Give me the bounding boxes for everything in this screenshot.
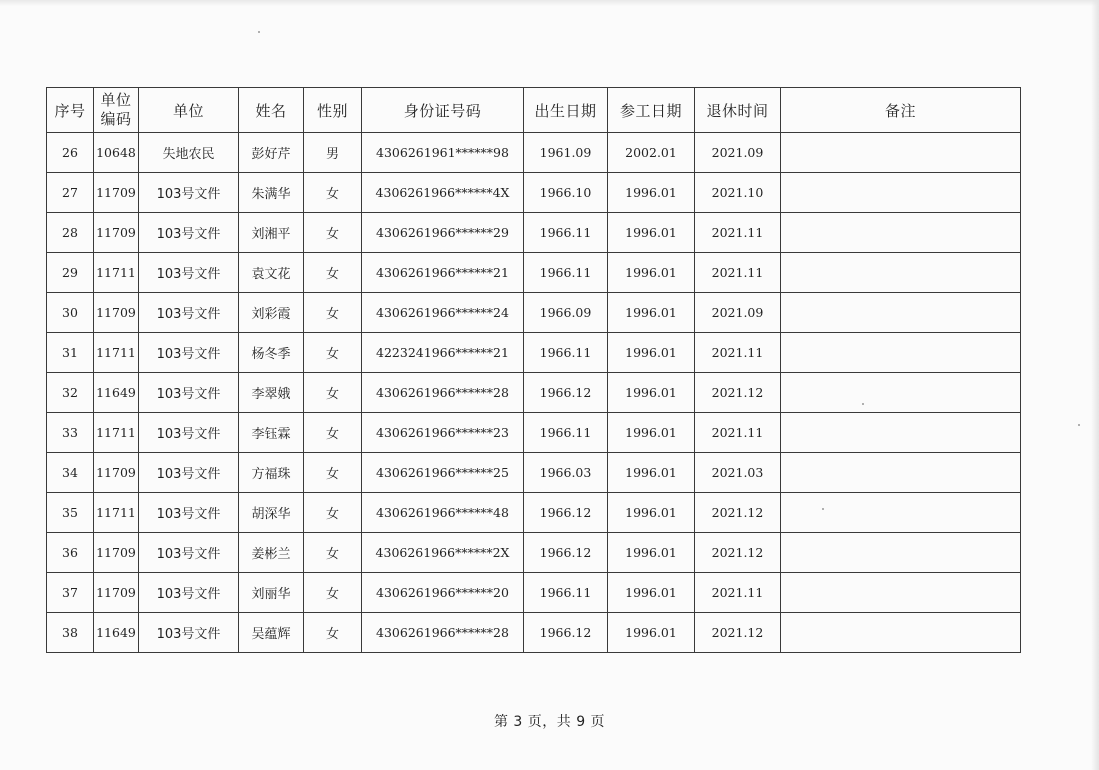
cell-seq: 36 [47,533,94,573]
header-retire-time: 退休时间 [695,88,781,133]
cell-id-number: 4306261966******21 [362,253,524,293]
cell-birth-date: 1966.09 [524,293,608,333]
scan-speck [862,403,864,405]
cell-gender: 男 [304,133,362,173]
cell-seq: 34 [47,453,94,493]
retiree-roster-table [46,87,1021,653]
cell-unit: 103号文件 [139,613,239,653]
cell-seq: 28 [47,213,94,253]
table-header-row [47,88,1021,133]
cell-birth-date: 1966.03 [524,453,608,493]
cell-unit-code: 11649 [94,613,139,653]
cell-gender: 女 [304,173,362,213]
cell-retire-time: 2021.10 [695,173,781,213]
cell-unit-code: 11711 [94,493,139,533]
scan-edge-right [1091,0,1099,770]
cell-seq: 31 [47,333,94,373]
cell-unit: 103号文件 [139,533,239,573]
cell-retire-time: 2021.12 [695,533,781,573]
cell-unit-code: 11709 [94,453,139,493]
scan-edge-top [0,0,1099,6]
cell-birth-date: 1966.11 [524,333,608,373]
cell-gender: 女 [304,373,362,413]
table-row [47,373,1021,413]
cell-work-start: 1996.01 [608,293,695,333]
cell-seq: 27 [47,173,94,213]
table-row [47,293,1021,333]
cell-retire-time: 2021.09 [695,293,781,333]
scan-speck [258,31,260,33]
cell-unit: 103号文件 [139,213,239,253]
cell-birth-date: 1961.09 [524,133,608,173]
scan-speck [822,508,824,510]
header-seq: 序号 [47,88,94,133]
cell-unit: 103号文件 [139,413,239,453]
cell-retire-time: 2021.11 [695,253,781,293]
cell-id-number: 4306261966******28 [362,373,524,413]
cell-seq: 33 [47,413,94,453]
table-row [47,213,1021,253]
header-unit-code-line2: 编码 [100,110,132,128]
cell-gender: 女 [304,573,362,613]
table-row [47,533,1021,573]
cell-id-number: 4306261966******28 [362,613,524,653]
cell-remarks [781,613,1021,653]
cell-id-number: 4306261966******2X [362,533,524,573]
table-row [47,173,1021,213]
cell-unit: 103号文件 [139,453,239,493]
cell-work-start: 1996.01 [608,413,695,453]
table-row [47,333,1021,373]
cell-remarks [781,373,1021,413]
cell-work-start: 1996.01 [608,333,695,373]
cell-retire-time: 2021.11 [695,213,781,253]
table-row [47,253,1021,293]
cell-remarks [781,293,1021,333]
page-number-footer: 第 3 页，共 9 页 [493,714,606,730]
header-birth-date: 出生日期 [524,88,608,133]
cell-id-number: 4306261966******48 [362,493,524,533]
cell-name: 刘丽华 [239,573,304,613]
cell-birth-date: 1966.11 [524,573,608,613]
cell-birth-date: 1966.12 [524,613,608,653]
header-unit: 单位 [139,88,239,133]
cell-unit: 103号文件 [139,333,239,373]
cell-name: 杨冬季 [239,333,304,373]
cell-unit: 103号文件 [139,253,239,293]
header-unit-code-line1: 单位 [100,91,132,109]
cell-remarks [781,493,1021,533]
cell-name: 刘湘平 [239,213,304,253]
cell-work-start: 1996.01 [608,493,695,533]
cell-remarks [781,173,1021,213]
cell-remarks [781,213,1021,253]
cell-remarks [781,573,1021,613]
cell-birth-date: 1966.11 [524,213,608,253]
cell-retire-time: 2021.12 [695,613,781,653]
cell-unit-code: 11709 [94,293,139,333]
cell-name: 朱满华 [239,173,304,213]
cell-gender: 女 [304,413,362,453]
cell-id-number: 4223241966******21 [362,333,524,373]
cell-seq: 37 [47,573,94,613]
cell-work-start: 1996.01 [608,173,695,213]
cell-gender: 女 [304,253,362,293]
cell-retire-time: 2021.03 [695,453,781,493]
cell-unit-code: 11649 [94,373,139,413]
table-row [47,613,1021,653]
cell-gender: 女 [304,493,362,533]
header-gender: 性别 [304,88,362,133]
cell-unit-code: 11709 [94,173,139,213]
cell-id-number: 4306261966******23 [362,413,524,453]
cell-gender: 女 [304,333,362,373]
cell-unit: 103号文件 [139,173,239,213]
cell-gender: 女 [304,213,362,253]
header-remarks: 备注 [781,88,1021,133]
header-unit-code [94,88,139,133]
scan-speck [1078,424,1080,426]
cell-work-start: 1996.01 [608,213,695,253]
cell-seq: 38 [47,613,94,653]
cell-unit-code: 11709 [94,213,139,253]
cell-unit: 103号文件 [139,293,239,333]
cell-birth-date: 1966.12 [524,533,608,573]
table-row [47,573,1021,613]
cell-gender: 女 [304,453,362,493]
cell-name: 袁文花 [239,253,304,293]
cell-birth-date: 1966.11 [524,413,608,453]
cell-work-start: 1996.01 [608,573,695,613]
cell-seq: 30 [47,293,94,333]
cell-remarks [781,533,1021,573]
cell-id-number: 4306261966******29 [362,213,524,253]
cell-seq: 26 [47,133,94,173]
cell-remarks [781,453,1021,493]
cell-work-start: 1996.01 [608,453,695,493]
cell-name: 姜彬兰 [239,533,304,573]
cell-unit-code: 11709 [94,533,139,573]
cell-name: 胡深华 [239,493,304,533]
cell-id-number: 4306261961******98 [362,133,524,173]
cell-retire-time: 2021.12 [695,493,781,533]
cell-unit: 103号文件 [139,373,239,413]
cell-seq: 29 [47,253,94,293]
cell-gender: 女 [304,293,362,333]
cell-retire-time: 2021.11 [695,413,781,453]
cell-name: 刘彩霞 [239,293,304,333]
cell-retire-time: 2021.11 [695,333,781,373]
cell-birth-date: 1966.10 [524,173,608,213]
cell-remarks [781,333,1021,373]
cell-name: 李钰霖 [239,413,304,453]
table-row [47,413,1021,453]
cell-id-number: 4306261966******25 [362,453,524,493]
cell-id-number: 4306261966******24 [362,293,524,333]
header-name: 姓名 [239,88,304,133]
cell-retire-time: 2021.12 [695,373,781,413]
header-id-number: 身份证号码 [362,88,524,133]
cell-unit-code: 10648 [94,133,139,173]
cell-work-start: 2002.01 [608,133,695,173]
cell-unit: 103号文件 [139,493,239,533]
header-work-start: 参工日期 [608,88,695,133]
cell-id-number: 4306261966******4X [362,173,524,213]
cell-unit-code: 11711 [94,333,139,373]
cell-unit: 103号文件 [139,573,239,613]
cell-birth-date: 1966.12 [524,493,608,533]
cell-name: 彭好芹 [239,133,304,173]
cell-birth-date: 1966.11 [524,253,608,293]
cell-unit-code: 11711 [94,413,139,453]
cell-name: 李翠娥 [239,373,304,413]
cell-gender: 女 [304,533,362,573]
cell-birth-date: 1966.12 [524,373,608,413]
cell-work-start: 1996.01 [608,373,695,413]
cell-work-start: 1996.01 [608,613,695,653]
table-row [47,453,1021,493]
cell-name: 吴蕴辉 [239,613,304,653]
cell-work-start: 1996.01 [608,533,695,573]
cell-work-start: 1996.01 [608,253,695,293]
cell-seq: 35 [47,493,94,533]
cell-remarks [781,133,1021,173]
table-row [47,133,1021,173]
cell-retire-time: 2021.09 [695,133,781,173]
cell-remarks [781,253,1021,293]
cell-unit: 失地农民 [139,133,239,173]
cell-remarks [781,413,1021,453]
cell-gender: 女 [304,613,362,653]
cell-unit-code: 11709 [94,573,139,613]
table-row [47,493,1021,533]
cell-unit-code: 11711 [94,253,139,293]
cell-id-number: 4306261966******20 [362,573,524,613]
cell-retire-time: 2021.11 [695,573,781,613]
cell-name: 方福珠 [239,453,304,493]
cell-seq: 32 [47,373,94,413]
